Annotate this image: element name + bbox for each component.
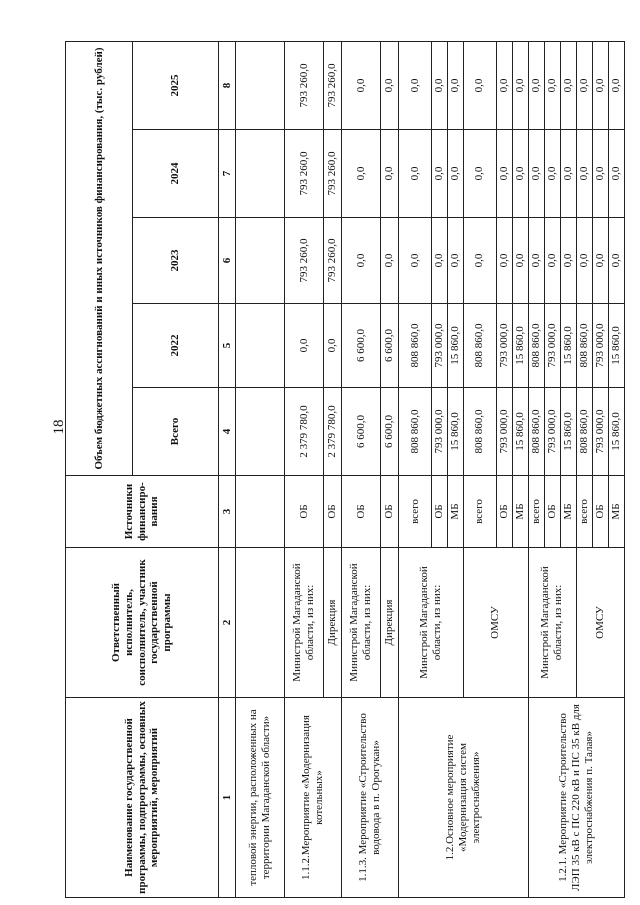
table-row [285, 41, 324, 897]
value-cell: 0,0 [560, 130, 576, 218]
value-cell: 0,0 [432, 218, 448, 304]
source-cell: ОБ [496, 476, 512, 548]
executor-cell: Министрой Магаданской области, из них: [285, 548, 324, 698]
index-cell: 8 [219, 41, 236, 129]
value-cell: 808 860,0 [463, 304, 496, 388]
value-cell: 0,0 [576, 41, 592, 129]
value-cell: 0,0 [399, 41, 432, 129]
value-cell: 0,0 [285, 304, 324, 388]
index-cell: 5 [219, 304, 236, 388]
value-cell: 0,0 [512, 41, 528, 129]
value-cell: 0,0 [381, 218, 399, 304]
value-cell: 793 260,0 [285, 218, 324, 304]
source-cell: МБ [608, 476, 624, 548]
header-year: 2025 [133, 41, 219, 129]
source-cell: ОБ [592, 476, 608, 548]
value-cell: 793 260,0 [285, 130, 324, 218]
value-cell: 0,0 [544, 130, 560, 218]
header-total: Всего [133, 388, 219, 476]
header-executor: Ответственный исполнитель, соисполнитель, участник государственной программы [66, 548, 219, 698]
value-cell: 808 860,0 [528, 304, 544, 388]
executor-cell: Дирекция [381, 548, 399, 698]
value-cell: 0,0 [399, 130, 432, 218]
value-cell [236, 130, 285, 218]
value-cell: 0,0 [544, 218, 560, 304]
value-cell: 793 000,0 [544, 388, 560, 476]
value-cell [236, 218, 285, 304]
value-cell: 793 000,0 [432, 304, 448, 388]
header-name: Наименование государственной программы, подпрограммы, основных мероприятий, мероприятий [66, 698, 219, 898]
source-cell: ОБ [342, 476, 381, 548]
executor-cell: Дирекция [324, 548, 342, 698]
value-cell: 808 860,0 [463, 388, 496, 476]
header-row-1 [66, 41, 133, 897]
value-cell: 0,0 [528, 218, 544, 304]
value-cell: 0,0 [544, 41, 560, 129]
table-row [342, 41, 381, 897]
value-cell: 0,0 [463, 130, 496, 218]
value-cell [236, 304, 285, 388]
value-cell: 808 860,0 [576, 304, 592, 388]
value-cell: 793 260,0 [324, 41, 342, 129]
value-cell: 793 000,0 [432, 388, 448, 476]
value-cell: 793 000,0 [496, 388, 512, 476]
source-cell: всего [528, 476, 544, 548]
value-cell: 15 860,0 [608, 304, 624, 388]
value-cell: 0,0 [592, 218, 608, 304]
page-number: 18 [51, 419, 67, 435]
header-year: 2023 [133, 218, 219, 304]
source-cell: ОБ [285, 476, 324, 548]
value-cell: 0,0 [528, 41, 544, 129]
value-cell: 0,0 [447, 41, 463, 129]
value-cell: 808 860,0 [576, 388, 592, 476]
executor-cell [236, 548, 285, 698]
header-source: Источники финансиро-вания [66, 476, 219, 548]
value-cell: 793 260,0 [285, 41, 324, 129]
header-year: 2024 [133, 130, 219, 218]
value-cell: 0,0 [381, 130, 399, 218]
source-cell: МБ [560, 476, 576, 548]
value-cell: 793 260,0 [324, 218, 342, 304]
index-row [219, 41, 236, 897]
value-cell: 15 860,0 [512, 388, 528, 476]
value-cell: 0,0 [342, 218, 381, 304]
header-volume: Объем бюджетных ассигнований и иных источников финансирования, (тыс. рублей) [66, 41, 133, 475]
executor-cell: Минстрой Магаданской области, из них: [399, 548, 464, 698]
rotated-page [65, 42, 640, 898]
value-cell: 0,0 [496, 41, 512, 129]
executor-cell: Минстрой Магаданской области, из них: [528, 548, 576, 698]
source-cell: всего [463, 476, 496, 548]
program-name-cell: 1.2.1. Мероприятие «Строительство ЛЭП 35 кВ с ПС 220 кВ и ПС 35 кВ для электроснабжения п. Талая» [528, 698, 624, 898]
executor-cell: Министрой Магаданской области, из них: [342, 548, 381, 698]
value-cell: 793 000,0 [592, 304, 608, 388]
source-cell: всего [576, 476, 592, 548]
program-name-cell: 1.1.2.Мероприятие «Модернизация котельных» [285, 698, 342, 898]
value-cell: 6 600,0 [381, 388, 399, 476]
value-cell: 0,0 [512, 218, 528, 304]
value-cell: 0,0 [324, 304, 342, 388]
value-cell: 6 600,0 [381, 304, 399, 388]
value-cell: 0,0 [432, 130, 448, 218]
value-cell: 0,0 [608, 130, 624, 218]
value-cell: 793 000,0 [592, 388, 608, 476]
value-cell [236, 41, 285, 129]
value-cell [236, 388, 285, 476]
index-cell: 3 [219, 476, 236, 548]
table-row [236, 41, 285, 897]
table-row [399, 41, 432, 897]
value-cell: 0,0 [496, 130, 512, 218]
value-cell: 0,0 [342, 41, 381, 129]
value-cell: 808 860,0 [399, 388, 432, 476]
value-cell: 0,0 [608, 41, 624, 129]
index-cell: 4 [219, 388, 236, 476]
value-cell: 0,0 [463, 41, 496, 129]
source-cell: МБ [447, 476, 463, 548]
executor-cell: ОМСУ [576, 548, 624, 698]
source-cell: МБ [512, 476, 528, 548]
value-cell: 793 000,0 [496, 304, 512, 388]
executor-cell: ОМСУ [463, 548, 528, 698]
value-cell: 15 860,0 [560, 304, 576, 388]
value-cell: 0,0 [381, 41, 399, 129]
source-cell: ОБ [324, 476, 342, 548]
index-cell: 1 [219, 698, 236, 898]
source-cell: ОБ [544, 476, 560, 548]
value-cell: 15 860,0 [447, 304, 463, 388]
value-cell: 0,0 [399, 218, 432, 304]
value-cell: 15 860,0 [608, 388, 624, 476]
value-cell: 0,0 [592, 130, 608, 218]
value-cell: 2 379 780,0 [324, 388, 342, 476]
value-cell: 0,0 [512, 130, 528, 218]
value-cell: 6 600,0 [342, 388, 381, 476]
index-cell: 6 [219, 218, 236, 304]
value-cell: 0,0 [528, 130, 544, 218]
value-cell: 0,0 [576, 218, 592, 304]
value-cell: 0,0 [560, 41, 576, 129]
index-cell: 2 [219, 548, 236, 698]
value-cell: 0,0 [560, 218, 576, 304]
table-row [528, 41, 544, 897]
value-cell: 808 860,0 [399, 304, 432, 388]
value-cell: 15 860,0 [512, 304, 528, 388]
source-cell [236, 476, 285, 548]
source-cell: ОБ [432, 476, 448, 548]
value-cell: 0,0 [496, 218, 512, 304]
source-cell: ОБ [381, 476, 399, 548]
program-name-cell: тепловой энергии, расположенных на территории Магаданской области» [236, 698, 285, 898]
program-name-cell: 1.1.3. Мероприятие «Строительство водовода в п. Орогукан» [342, 698, 399, 898]
value-cell: 0,0 [463, 218, 496, 304]
header-year: 2022 [133, 304, 219, 388]
value-cell: 0,0 [447, 130, 463, 218]
budget-table [65, 41, 625, 898]
value-cell: 0,0 [576, 130, 592, 218]
program-name-cell: 1.2.Основное мероприятие «Модернизация систем электроснабжения» [399, 698, 529, 898]
value-cell: 0,0 [342, 130, 381, 218]
value-cell: 0,0 [592, 41, 608, 129]
value-cell: 6 600,0 [342, 304, 381, 388]
index-cell: 7 [219, 130, 236, 218]
value-cell: 0,0 [432, 41, 448, 129]
source-cell: всего [399, 476, 432, 548]
value-cell: 2 379 780,0 [285, 388, 324, 476]
value-cell: 15 860,0 [447, 388, 463, 476]
value-cell: 0,0 [608, 218, 624, 304]
value-cell: 0,0 [447, 218, 463, 304]
value-cell: 793 000,0 [544, 304, 560, 388]
value-cell: 793 260,0 [324, 130, 342, 218]
value-cell: 808 860,0 [528, 388, 544, 476]
value-cell: 15 860,0 [560, 388, 576, 476]
